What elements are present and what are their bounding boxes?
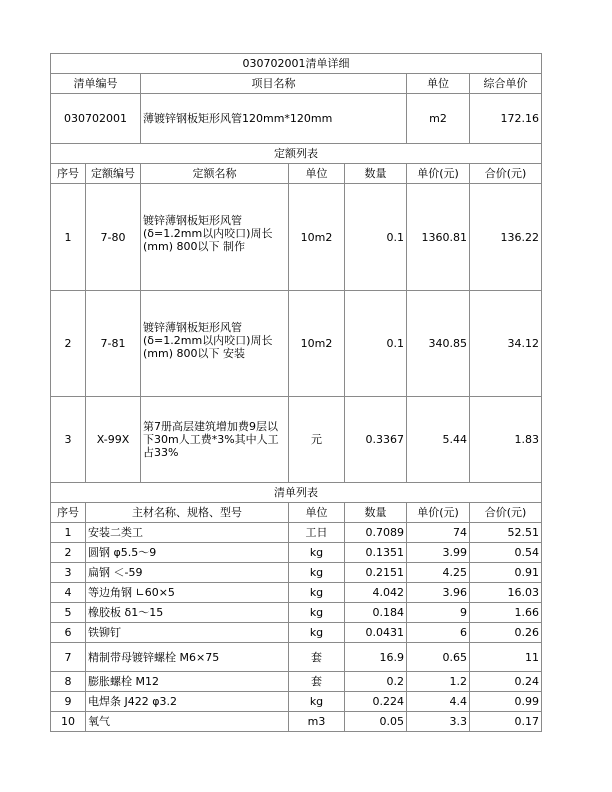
table-row [51, 712, 542, 732]
material-qty: 0.05 [345, 712, 407, 732]
material-name: 精制带母镀锌螺栓 M6×75 [86, 643, 289, 672]
table-row [51, 291, 542, 397]
material-header-unit: 单位 [289, 503, 345, 523]
quota-code: 7-80 [86, 184, 141, 291]
bill-detail-table [50, 53, 542, 732]
material-qty: 4.042 [345, 583, 407, 603]
table-row [51, 603, 542, 623]
material-price: 1.2 [407, 672, 470, 692]
material-total: 0.17 [470, 712, 542, 732]
table-row [51, 563, 542, 583]
material-unit: kg [289, 563, 345, 583]
header-name: 项目名称 [141, 74, 407, 94]
material-name: 铁铆钉 [86, 623, 289, 643]
material-total: 0.26 [470, 623, 542, 643]
material-name: 扁钢 ＜-59 [86, 563, 289, 583]
material-price: 0.65 [407, 643, 470, 672]
material-price: 4.25 [407, 563, 470, 583]
quota-header-unit: 单位 [289, 164, 345, 184]
material-list [51, 523, 542, 732]
quota-header-price: 单价(元) [407, 164, 470, 184]
material-unit: 套 [289, 672, 345, 692]
material-header-total: 合价(元) [470, 503, 542, 523]
quota-unit: 10m2 [289, 291, 345, 397]
table-row [51, 672, 542, 692]
quota-code: X-99X [86, 397, 141, 483]
material-unit: m3 [289, 712, 345, 732]
material-price: 3.96 [407, 583, 470, 603]
material-header-no: 序号 [51, 503, 86, 523]
material-unit: kg [289, 583, 345, 603]
quota-qty: 0.1 [345, 184, 407, 291]
material-total: 1.66 [470, 603, 542, 623]
table-row [51, 523, 542, 543]
material-total: 0.99 [470, 692, 542, 712]
material-header-qty: 数量 [345, 503, 407, 523]
material-qty: 0.0431 [345, 623, 407, 643]
quota-name: 第7册高层建筑增加费9层以下30m人工费*3%其中人工占33% [141, 397, 289, 483]
quota-name: 镀锌薄钢板矩形风管(δ=1.2mm以内咬口)周长(mm) 800以下 安装 [141, 291, 289, 397]
item-unit: m2 [407, 94, 470, 144]
material-qty: 0.2151 [345, 563, 407, 583]
material-name: 等边角钢 ∟60×5 [86, 583, 289, 603]
material-header-name: 主材名称、规格、型号 [86, 503, 289, 523]
material-header-price: 单价(元) [407, 503, 470, 523]
material-unit: kg [289, 603, 345, 623]
material-price: 3.3 [407, 712, 470, 732]
material-no: 7 [51, 643, 86, 672]
material-total: 0.91 [470, 563, 542, 583]
quota-unit: 元 [289, 397, 345, 483]
quota-header-no: 序号 [51, 164, 86, 184]
material-no: 10 [51, 712, 86, 732]
table-row [51, 184, 542, 291]
quota-code: 7-81 [86, 291, 141, 397]
material-unit: kg [289, 692, 345, 712]
quota-total: 136.22 [470, 184, 542, 291]
table-row [51, 583, 542, 603]
material-total: 11 [470, 643, 542, 672]
quota-qty: 0.1 [345, 291, 407, 397]
material-total: 0.54 [470, 543, 542, 563]
material-unit: kg [289, 543, 345, 563]
material-price: 4.4 [407, 692, 470, 712]
material-unit: kg [289, 623, 345, 643]
table-row [51, 623, 542, 643]
quota-total: 34.12 [470, 291, 542, 397]
material-no: 8 [51, 672, 86, 692]
material-qty: 16.9 [345, 643, 407, 672]
table-title: 030702001清单详细 [51, 54, 542, 74]
material-qty: 0.2 [345, 672, 407, 692]
material-qty: 0.7089 [345, 523, 407, 543]
header-code: 清单编号 [51, 74, 141, 94]
material-no: 4 [51, 583, 86, 603]
quota-header-total: 合价(元) [470, 164, 542, 184]
material-name: 膨胀螺栓 M12 [86, 672, 289, 692]
table-row [51, 643, 542, 672]
header-unit: 单位 [407, 74, 470, 94]
quota-qty: 0.3367 [345, 397, 407, 483]
material-price: 6 [407, 623, 470, 643]
quota-section-title: 定额列表 [51, 144, 542, 164]
material-no: 2 [51, 543, 86, 563]
material-qty: 0.184 [345, 603, 407, 623]
material-total: 0.24 [470, 672, 542, 692]
item-name: 薄镀锌钢板矩形风管120mm*120mm [141, 94, 407, 144]
material-total: 16.03 [470, 583, 542, 603]
material-no: 1 [51, 523, 86, 543]
material-no: 9 [51, 692, 86, 712]
material-no: 5 [51, 603, 86, 623]
material-section-title: 清单列表 [51, 483, 542, 503]
item-code: 030702001 [51, 94, 141, 144]
quota-price: 340.85 [407, 291, 470, 397]
item-price: 172.16 [470, 94, 542, 144]
material-total: 52.51 [470, 523, 542, 543]
table-row [51, 692, 542, 712]
quota-price: 5.44 [407, 397, 470, 483]
quota-price: 1360.81 [407, 184, 470, 291]
material-no: 6 [51, 623, 86, 643]
header-price: 综合单价 [470, 74, 542, 94]
material-price: 3.99 [407, 543, 470, 563]
quota-total: 1.83 [470, 397, 542, 483]
material-unit: 套 [289, 643, 345, 672]
material-price: 74 [407, 523, 470, 543]
material-unit: 工日 [289, 523, 345, 543]
quota-unit: 10m2 [289, 184, 345, 291]
material-name: 圆钢 φ5.5～9 [86, 543, 289, 563]
quota-no: 1 [51, 184, 86, 291]
quota-header-name: 定额名称 [141, 164, 289, 184]
quota-name: 镀锌薄钢板矩形风管(δ=1.2mm以内咬口)周长(mm) 800以下 制作 [141, 184, 289, 291]
material-name: 电焊条 J422 φ3.2 [86, 692, 289, 712]
table-row [51, 543, 542, 563]
quota-no: 3 [51, 397, 86, 483]
material-qty: 0.1351 [345, 543, 407, 563]
material-name: 安装二类工 [86, 523, 289, 543]
material-name: 橡胶板 δ1～15 [86, 603, 289, 623]
material-no: 3 [51, 563, 86, 583]
material-qty: 0.224 [345, 692, 407, 712]
table-row [51, 397, 542, 483]
material-name: 氧气 [86, 712, 289, 732]
quota-no: 2 [51, 291, 86, 397]
material-price: 9 [407, 603, 470, 623]
quota-header-code: 定额编号 [86, 164, 141, 184]
quota-header-qty: 数量 [345, 164, 407, 184]
